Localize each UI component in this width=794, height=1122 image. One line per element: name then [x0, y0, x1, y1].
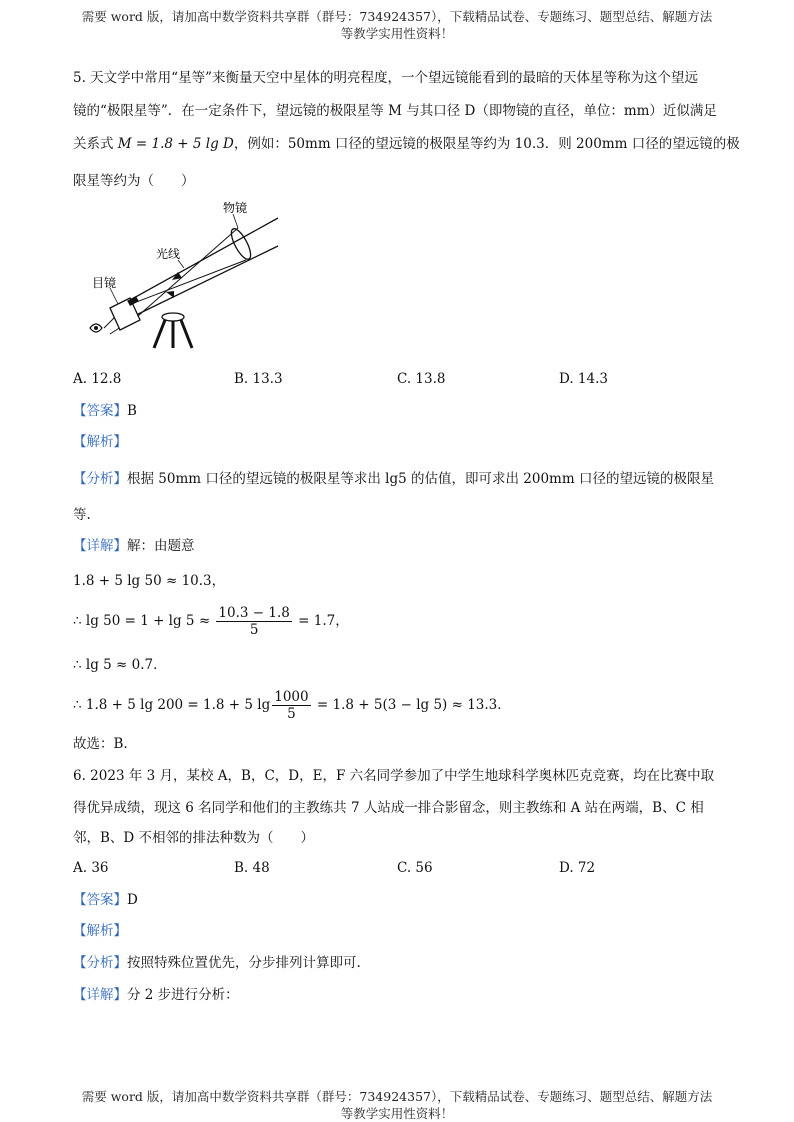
q5-fenxi-text: 根据 50mm 口径的望远镜的极限星等求出 lg5 的估值，即可求出 200mm 口径的望远镜的极限星: [127, 471, 714, 487]
q5-detail-line: [73, 537, 195, 555]
q6-fenxi-text: 按照特殊位置优先，分步排列计算即可.: [127, 955, 361, 971]
q6-option-b: B. 48: [234, 860, 270, 876]
q5-detail-text: 解：由题意: [127, 538, 195, 554]
q6-option-d: D. 72: [559, 860, 596, 876]
page-header: [40, 8, 754, 42]
q5-option-d: D. 14.3: [559, 371, 608, 387]
footer-line-1: 需要 word 版，请加高中数学资料共享群（群号：734924357），下载精品试卷、专题练习、题型总结、解题方法: [81, 1089, 713, 1104]
label-objective: 物镜: [223, 201, 248, 215]
q6-detail-text: 分 2 步进行分析：: [127, 987, 239, 1003]
q5-text-line-4: 限星等约为（ ）: [73, 173, 195, 189]
q6-text-line-1: 6. 2023 年 3 月，某校 A，B，C，D，E，F 六名同学参加了中学生地球科学奥林匹克竞赛，均在比赛中取: [73, 768, 715, 784]
q6-fenxi-tag: 【分析】: [73, 955, 127, 971]
telescope-figure: [78, 196, 288, 356]
q6-text-line-2: 得优异成绩，现这 6 名同学和他们的主教练共 7 人站成一排合影留念，则主教练和 A 站在两端，B、C 相: [73, 800, 704, 816]
q5-equation-1: 1.8 + 5 lg 50 ≈ 10.3，: [73, 573, 226, 589]
header-line-2: 等教学实用性资料！: [340, 26, 454, 41]
q5-fenxi-line-1: [73, 470, 714, 488]
q6-analysis-tag: 【解析】: [73, 923, 127, 939]
q5-analysis-tag: 【解析】: [73, 434, 127, 450]
q5-eq2-denominator: 5: [249, 622, 259, 638]
q5-line3-prefix: 关系式: [73, 136, 118, 152]
q5-option-b: B. 13.3: [234, 371, 283, 387]
label-light: 光线: [156, 247, 181, 261]
q5-answer-tag: 【答案】: [73, 403, 127, 419]
q5-formula: M = 1.8 + 5 lg D: [117, 136, 234, 152]
q5-detail-tag: 【详解】: [73, 538, 127, 554]
q6-option-c: C. 56: [397, 860, 433, 876]
q6-detail-line: [73, 986, 239, 1004]
q5-eq2-numerator: 10.3 − 1.8: [218, 605, 290, 621]
q5-fenxi-line-2: 等.: [73, 507, 91, 523]
q5-conclusion: 故选：B.: [73, 736, 128, 752]
q5-eq4-denominator: 5: [287, 706, 296, 722]
header-line-1: 需要 word 版，请加高中数学资料共享群（群号：734924357），下载精品试卷、专题练习、题型总结、解题方法: [81, 9, 713, 24]
q6-answer-tag: 【答案】: [73, 892, 127, 908]
q5-answer: B: [127, 403, 137, 419]
q5-line3-suffix: ，例如：50mm 口径的望远镜的极限星等约为 10.3．则 200mm 口径的望远镜的极: [233, 136, 740, 152]
label-eyepiece: 目镜: [92, 276, 117, 290]
q6-answer-line: [73, 891, 138, 909]
q6-detail-tag: 【详解】: [73, 987, 127, 1003]
q5-answer-line: [73, 402, 137, 420]
q5-equation-4: ∴ 1.8 + 5 lg 200 = 1.8 + 5 lg $\frac{1000}{5}$ = 1.8 + 5(3 − lg 5) ≈ 13.3．: [73, 689, 511, 722]
q5-eq4-numerator: 1000: [274, 689, 309, 705]
q6-text-line-3: 邻，B、D 不相邻的排法种数为（ ）: [73, 830, 315, 846]
q6-answer: D: [127, 892, 138, 908]
q5-option-c: C. 13.8: [397, 371, 446, 387]
q6-option-a: A. 36: [73, 860, 109, 876]
q5-text-line-2: 镜的“极限星等”．在一定条件下，望远镜的极限星等 M 与其口径 D（即物镜的直径，单位：mm）近似满足: [73, 103, 717, 119]
q5-equation-3: ∴ lg 5 ≈ 0.7．: [73, 657, 167, 673]
footer-line-2: 等教学实用性资料！: [340, 1106, 454, 1121]
page-footer: [40, 1088, 754, 1122]
q5-text-line-1: 5. 天文学中常用“星等”来衡量天空中星体的明亮程度，一个望远镜能看到的最暗的天体星等称为这个望远: [73, 70, 698, 86]
q5-equation-2: ∴ lg 50 = 1 + lg 5 ≈ $\frac{10.3 - 1.8}{5}$ = 1.7，: [73, 605, 349, 638]
q5-option-a: A. 12.8: [73, 371, 122, 387]
q5-text-line-3: [73, 135, 740, 153]
q5-fenxi-tag: 【分析】: [73, 471, 127, 487]
q6-fenxi-line: [73, 954, 361, 972]
